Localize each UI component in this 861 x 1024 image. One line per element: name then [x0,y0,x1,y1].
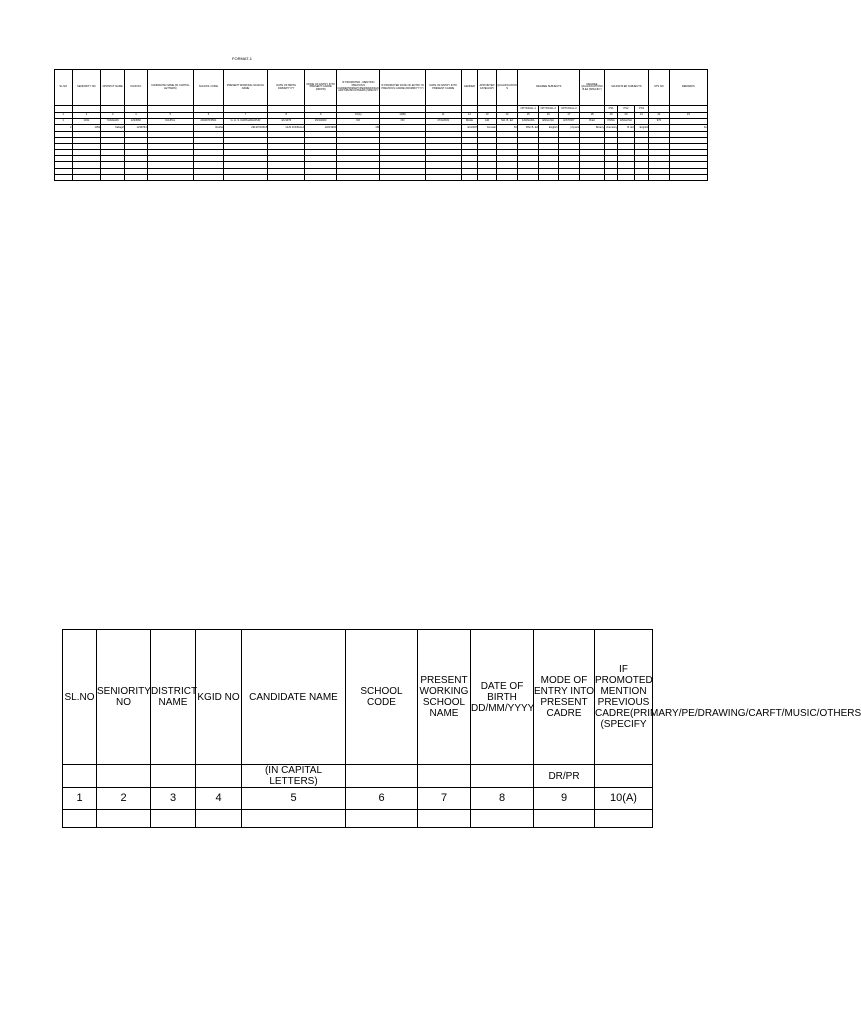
large-subheader-cell [471,765,534,788]
small-header-cell: KGID NO [125,70,148,106]
table-cell: DR [337,125,380,131]
table-cell-empty [496,174,518,180]
table-cell-empty [147,174,193,180]
table-cell: 1234560 [125,119,148,125]
table-cell: SC [496,125,518,131]
table-row-empty [55,174,708,180]
large-header-cell: IF PROMOTED MENTION PREVIOUS CADRE(PRIMARY/PE/DRAWING/CARFT/MUSIC/OTHERS (SPECIFY [595,630,653,765]
small-subheader-cell [649,106,670,113]
large-number-cell: 7 [418,788,471,810]
large-subheader-cell [595,765,653,788]
table-cell: Rekha [194,125,224,131]
large-header-cell: SENIORITY NO [97,630,151,765]
large-header-row [63,630,653,765]
small-header-cell: STS NO [649,70,670,106]
large-number-cell: 1 [63,788,97,810]
small-number-cell: 7 [223,113,267,119]
small-number-cell: 12 [461,113,477,119]
small-header-cell: MODE OF ENTRY INTO PRESENT CADRE (DR/PR) [305,70,337,106]
table-cell-empty [223,174,267,180]
large-number-cell: 6 [346,788,418,810]
table-cell-empty [55,174,73,180]
small-number-cell: 19 [604,113,617,119]
table-cell: ENGLISH [538,119,558,125]
table-cell-empty [634,174,648,180]
small-subheader-cell [194,106,224,113]
table-cell: 970 [649,119,670,125]
table-cell-empty [337,174,380,180]
small-subheader-cell: OPTIONAL-1 [518,106,539,113]
table-cell: 4/1/1976 [268,119,305,125]
large-number-cell: 2 [97,788,151,810]
small-number-cell: 20 [618,113,634,119]
large-header-cell: DISTRICT NAME [151,630,196,765]
small-header-row [55,70,708,106]
table-cell: YADAGIRI [101,119,125,125]
table-cell: 29130715501 [194,119,224,125]
table-cell: 1239764 [125,125,148,131]
table-cell: ENGLISH [618,119,634,125]
small-header-cell: SCHOOL CODE [194,70,224,106]
small-subheader-cell [101,106,125,113]
table-cell-empty [125,174,148,180]
table-cell: English [538,125,558,131]
small-subheader-cell [125,106,148,113]
table-cell: 1031 [72,119,101,125]
small-subheader-cell: PS1 [604,106,617,113]
table-cell: GM [478,119,497,125]
small-subheader-cell [380,106,425,113]
table-cell: BSc B. Ed [518,125,539,131]
table-cell-empty [604,174,617,180]
table-cell: KNNA [604,119,617,125]
small-number-cell: 5 [147,113,193,119]
small-number-cell: 2 [72,113,101,119]
small-header-cell: MAJOR B.ED SUBJECTS [604,70,648,106]
seniority-table-large [62,629,861,828]
large-header-cell: SCHOOL CODE [346,630,418,765]
table-cell: 2 [55,125,73,131]
large-empty-cell [97,810,151,828]
small-number-cell: 18 [580,113,605,119]
large-subheader-cell [151,765,196,788]
table-cell-empty [538,174,558,180]
small-subheader-cell [337,106,380,113]
table-cell: GHS KONNALA [268,125,305,131]
table-cell: NO [337,119,380,125]
table-cell: 1052 [72,125,101,131]
large-number-cell: 5 [242,788,346,810]
small-number-cell: 1 [55,113,73,119]
large-number-cell: 3 [151,788,196,810]
table-cell-empty [461,174,477,180]
large-header-cell: CANDIDATE NAME [242,630,346,765]
table-cell-empty [618,174,634,180]
large-empty-cell [595,810,653,828]
small-header-cell: IF PROMOTED DATE OF ENTRY IN PREVIOUS CADRE (DD/MM/YYYY) [380,70,425,106]
table-cell: RAJPAL [147,119,193,125]
small-number-cell: 15 [518,113,539,119]
small-subheader-cell [425,106,461,113]
table-cell-empty [425,174,461,180]
table-cell: Botany [580,125,605,131]
large-subheader-cell [63,765,97,788]
large-number-cell: 10(A) [595,788,653,810]
small-subheader-cell [305,106,337,113]
large-empty-row [63,810,653,828]
large-header-cell: SL.NO [63,630,97,765]
small-number-cell: 10(B) [380,113,425,119]
large-subheader-cell [346,765,418,788]
small-subheader-cell [72,106,101,113]
small-subheader-cell [55,106,73,113]
small-header-cell: REMARKS [669,70,707,106]
small-header-cell: GENDER [461,70,477,106]
small-header-cell: APPOINTED CATEGORY [478,70,497,106]
large-number-cell: 8 [471,788,534,810]
large-header-cell: KGID NO [196,630,242,765]
table-cell: chemistry [604,125,617,131]
table-cell: 29130704615 [223,125,267,131]
large-empty-cell [346,810,418,828]
large-header-cell: DATE OF BIRTH DD/MM/YYYY [471,630,534,765]
small-header-cell: CANDIDATE NAME (IN CAPITAL LETTERS) [147,70,193,106]
table-cell-empty [101,174,125,180]
small-number-cell: 11 [425,113,461,119]
small-subheader-cell [268,106,305,113]
large-subheader-row [63,765,653,788]
small-header-cell: IF PROMOTED - MENTION PREVIOUS CADRE(PRIMARY/PE/DRAWING/CARFT/MUSIC/OTHERS (SPECIFY [337,70,380,106]
large-header-cell: MODE OF ENTRY INTO PRESENT CADRE [534,630,595,765]
small-number-cell: 9 [305,113,337,119]
large-empty-cell [534,810,595,828]
table-cell: B. Ed [618,125,634,131]
table-cell: MA. B. Ed [496,119,518,125]
small-number-cell: 10(A) [337,113,380,119]
table-cell: 27/4/2003 [425,119,461,125]
table-cell: 13/6/1981 [305,125,337,131]
table-cell: 4/1/2007 [461,125,477,131]
large-subheader-cell [418,765,471,788]
table-cell: MALE [461,119,477,125]
small-data-rows [55,119,708,181]
seniority-table-small [54,69,708,181]
small-subheader-row [55,106,708,113]
small-subheader-cell [580,106,605,113]
table-cell: KANNADA [518,119,539,125]
small-header-cell: QUALIFICATIONS [496,70,518,106]
large-empty-cell [151,810,196,828]
table-cell-empty [580,174,605,180]
small-subheader-cell [147,106,193,113]
large-number-cell: 9 [534,788,595,810]
large-empty-cell [63,810,97,828]
large-subheader-cell: DR/PR [534,765,595,788]
table-cell: physics [558,125,580,131]
table-cell: Female [478,125,497,131]
small-header-cell: DISTRICT NAME [101,70,125,106]
large-header-cell: PRESENT WORKING SCHOOL NAME [418,630,471,765]
small-number-cell: 13 [478,113,497,119]
table-cell: Ku [669,125,707,131]
small-header-cell: DATE OF BIRTH DD/MM/YYYY [268,70,305,106]
large-subheader-cell [97,765,151,788]
table-cell: G. H. S. DARSHANAPUR [223,119,267,125]
small-subheader-cell [669,106,707,113]
large-empty-cell [242,810,346,828]
table-cell-empty [268,174,305,180]
small-subheader-cell [496,106,518,113]
small-number-cell: 4 [125,113,148,119]
table-cell-empty [649,174,670,180]
small-header-cell: PRESENT WORKING SCHOOL NAME [223,70,267,106]
small-subheader-cell [223,106,267,113]
small-number-cell: 16 [538,113,558,119]
small-number-cell: 3 [101,113,125,119]
small-header-cell: SL.NO [55,70,73,106]
small-number-cell: 6 [194,113,224,119]
small-number-cell: 21 [634,113,648,119]
small-header-cell: DEGREE QUALIFICATIONS B.Ed (SPECIFY) [580,70,605,106]
table-cell-empty [194,174,224,180]
table-cell-empty [305,174,337,180]
small-subheader-cell [461,106,477,113]
table-cell: Yadagiri [101,125,125,131]
small-header-cell: SENIORITY NO [72,70,101,106]
small-number-cell: 17 [558,113,580,119]
table-cell: 25/4/2003 [305,119,337,125]
small-header-cell: DATE OF ENTRY INTO PRESENT CADRE [425,70,461,106]
large-empty-cell [418,810,471,828]
small-number-cell: 8 [268,113,305,119]
large-number-cell: 4 [196,788,242,810]
large-subheader-cell: (IN CAPITAL LETTERS) [242,765,346,788]
format-title: FORMAT-1 [232,56,252,61]
small-subheader-cell: PS3 [634,106,648,113]
small-header-cell: DEGREE SUBJECTS [518,70,580,106]
table-cell: English [634,125,648,131]
small-subheader-cell: PS2 [618,106,634,113]
table-cell-empty [669,174,707,180]
table-cell-empty [478,174,497,180]
table-cell-empty [518,174,539,180]
small-number-cell: 14 [496,113,518,119]
large-empty-cell [196,810,242,828]
small-number-cell: 23 [669,113,707,119]
table-cell: B.Ed [580,119,605,125]
table-cell-empty [72,174,101,180]
large-empty-cell [471,810,534,828]
table-cell-empty [380,174,425,180]
table-cell: HISTORY [558,119,580,125]
table-cell-empty [558,174,580,180]
small-number-cell: 22 [649,113,670,119]
large-subheader-cell [196,765,242,788]
small-subheader-cell: OPTIONAL-3 [558,106,580,113]
small-subheader-cell: OPTIONAL-2 [538,106,558,113]
large-number-row [63,788,653,810]
table-cell: 1 [55,119,73,125]
table-cell: NO [380,119,425,125]
small-subheader-cell [478,106,497,113]
